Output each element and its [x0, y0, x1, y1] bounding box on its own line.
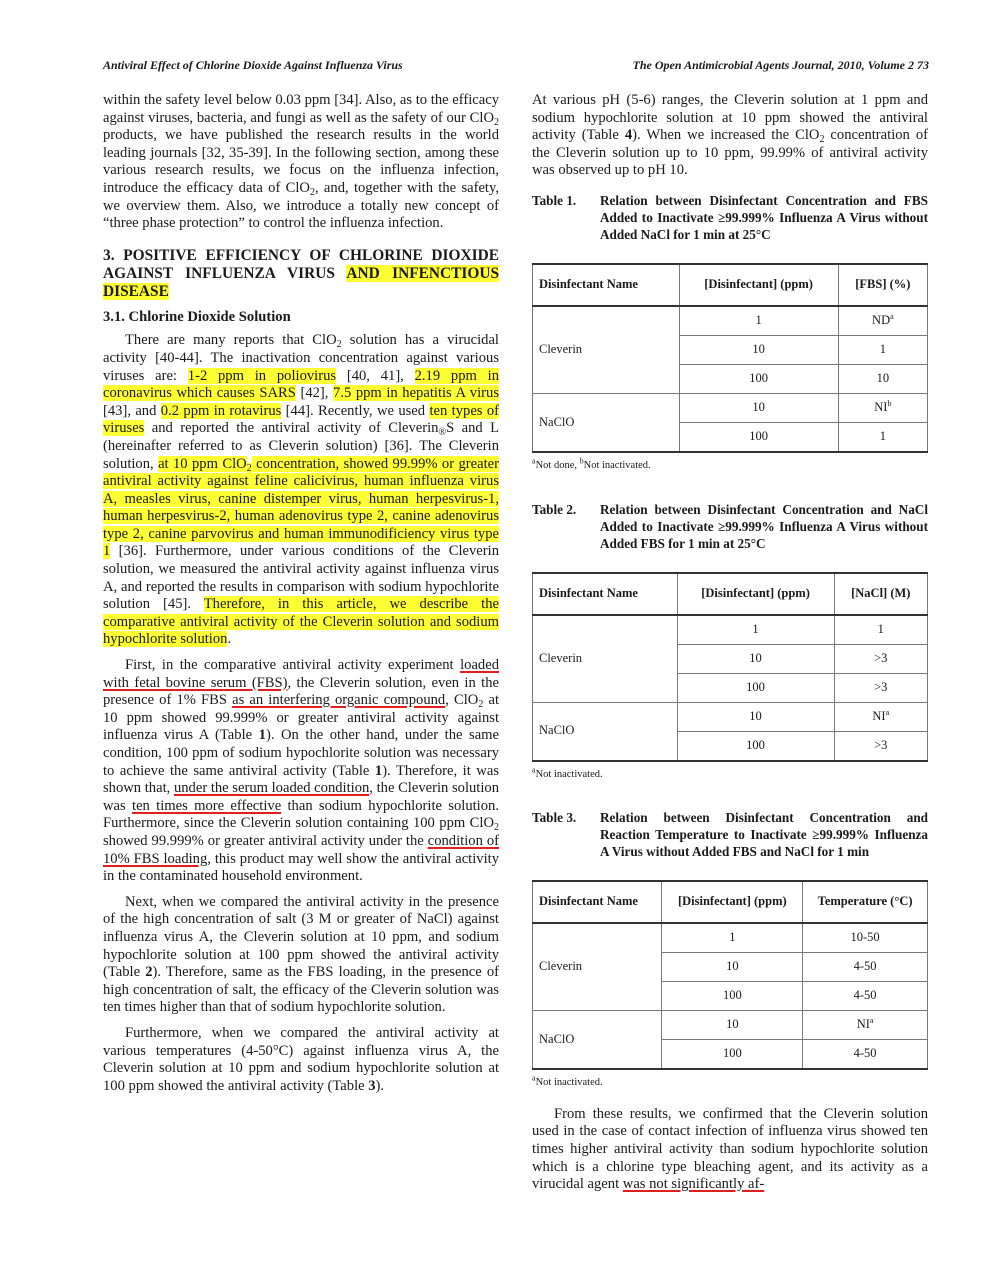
table-header: Disinfectant Name	[533, 573, 678, 615]
table-row: 100 4-50	[533, 982, 928, 1011]
paragraph-virucidal: There are many reports that ClO$_2$ solution has a virucidal activity [40-44]. The inactivation concentration against various viruses are: 1-2 ppm in poliovirus [40, 41], 2.19 ppm in coronavirus which causes SARS [42], 7.5 ppm in hepatitis A virus [43], and 0.2 ppm in rotavirus [44]. Recently, we used ten types of viruses and reported the antiviral activity of Cleverin$_®$S and L (hereinafter referred to as Cleverin solution) [36]. The Cleverin solution, at 10 ppm ClO$_2$ concentration, showed 99.99% or greater antiviral activity against feline calicivirus, human influenza virus A, measles virus, canine distemper virus, human herpesvirus-1, human herpesvirus-2, human adenovirus type 2, canine adenovirus type 2, canine parvovirus and human immunodificiency virus type 1 [36]. Furthermore, under various conditions of the Cleverin solution, we measured the antiviral activity against influenza virus A, and reported the results in comparison with sodium hypochlorite solution [45]. Therefore, in this article, we describe the comparative antiviral activity of the Cleverin solution and sodium hypochlorite solution.	[103, 332, 500, 648]
table-row: Cleverin 1 1	[533, 615, 928, 645]
table-row: 100 10	[533, 364, 928, 393]
table-header: [Disinfectant] (ppm)	[679, 264, 838, 306]
subsection-title: 3.1. Chlorine Dioxide Solution	[103, 308, 291, 325]
table-row: 100 >3	[533, 673, 928, 702]
table-3	[532, 880, 928, 1070]
table-1	[532, 263, 928, 453]
running-header	[103, 58, 929, 76]
table-row: NaClO 10 $NI^a$	[533, 1011, 928, 1040]
table-header: [Disinfectant] (ppm)	[662, 881, 803, 923]
paragraph-intro: within the safety level below 0.03 ppm [34]. Also, as to the efficacy against viruses, bacteria, and fungi as well as the safety of our ClO$_2$ products, we have published the research results in the world leading journals [32, 35-39]. In the following section, among these various research results, we focus on the influenza infection, introduce the efficacy data of ClO$_2$, and, together with the safety, we overview them. Also, we introduce a totally new concept of “three phase protection” to control the influenza infection.	[103, 92, 499, 232]
paragraph-temperature: Furthermore, when we compared the antiviral activity at various temperatures (4-50°C) against influenza virus A, the Cleverin solution at 10 ppm and sodium hypochlorite solution at 100 ppm showed the antiviral activity (Table 3).	[103, 1024, 499, 1094]
paragraph-ph: At various pH (5-6) ranges, the Cleverin solution at 1 ppm and sodium hypochlorite solution at 10 ppm showed the antiviral activity (Table 4). When we increased the ClO$_2$ concentration of the Cleverin solution up to 10 ppm, 99.99% of antiviral activity was observed up to pH 10.	[532, 92, 928, 179]
highlight: AND INFENCTIOUS DISEASE	[103, 264, 499, 300]
table-2	[532, 572, 928, 762]
table-header: Disinfectant Name	[533, 881, 662, 923]
paragraph-fbs: First, in the comparative antiviral activity experiment loaded with fetal bovine serum (FBS), the Cleverin solution, even in the presence of 1% FBS as an interfering organic compound, ClO$_2$ at 10 ppm showed 99.999% or greater antiviral activity against influenza virus A (Table 1). On the other hand, under the same condition, 100 ppm of sodium hypochlorite solution was necessary to achieve the same antiviral activity (Table 1). Therefore, it was shown that, under the serum loaded condition, the Cleverin solution was ten times more effective than sodium hypochlorite solution. Furthermore, since the Cleverin solution containing 100 ppm ClO$_2$ showed 99.999% or greater antiviral activity under the condition of 10% FBS loading, this product may well show the antiviral activity in the contaminated household environment.	[103, 657, 500, 885]
table-header: [Disinfectant] (ppm)	[677, 573, 834, 615]
paragraph-salt: Next, when we compared the antiviral activity in the presence of the high concentration of salt (3 M or greater of NaCl) against influenza virus A, the Cleverin solution at 10 ppm, and sodium hypochlorite solution at 100 ppm showed the antiviral activity (Table 2). Therefore, same as the FBS loading, in the presence of high concentration of salt, the efficacy of the Cleverin solution was ten times higher than that of sodium hypochlorite solution.	[103, 893, 499, 1016]
table-3-caption: Table 3. Relation between Disinfectant Concentration and Reaction Temperature to Inactivate ≥99.999% Influenza A Virus without Added FBS and NaCl for 1 min	[532, 810, 928, 860]
right-column	[532, 92, 928, 1194]
running-title: Antiviral Effect of Chlorine Dioxide Against Influenza Virus	[103, 58, 403, 72]
table-row: 10 4-50	[533, 953, 928, 982]
table-header: Temperature (°C)	[803, 881, 928, 923]
table-row: Cleverin 1 $ND^a$	[533, 306, 928, 336]
table-row: Cleverin 1 10-50	[533, 923, 928, 953]
paragraph-conclusion: From these results, we confirmed that the Cleverin solution used in the case of contact infection of influenza virus showed ten times higher antiviral activity than sodium hypochlorite solution which is a chlorine type bleaching agent, and its activity as a virucidal agent was not significantly af-	[532, 1105, 928, 1193]
journal-citation: The Open Antimicrobial Agents Journal, 2010, Volume 2 73	[632, 58, 929, 72]
table-row: NaClO 10 $NI^a$	[533, 702, 928, 731]
table-header: [NaCl] (M)	[834, 573, 927, 615]
table-2-caption: Table 2. Relation between Disinfectant Concentration and NaCl Added to Inactivate ≥99.999% Influenza A Virus without Added FBS for 1 min at 25°C	[532, 501, 928, 551]
table-row: NaClO 10 $NI^b$	[533, 393, 928, 422]
table-row: 10 >3	[533, 644, 928, 673]
table-1-caption: Table 1. Relation between Disinfectant Concentration and FBS Added to Inactivate ≥99.999% Influenza A Virus without Added NaCl for 1 min at 25°C	[532, 192, 928, 242]
section-title: 3. POSITIVE EFFICIENCY OF CHLORINE DIOXIDE AGAINST INFLUENZA VIRUS AND INFENCTIOUS DISEASE	[103, 246, 499, 300]
table-row: 10 1	[533, 335, 928, 364]
table-header: [FBS] (%)	[838, 264, 927, 306]
table-2-footnote: $^a$Not inactivated.	[532, 765, 603, 780]
table-header: Disinfectant Name	[533, 264, 680, 306]
table-1-footnote: $^a$Not done, $^b$Not inactivated.	[532, 456, 651, 471]
table-row: 100 4-50	[533, 1040, 928, 1070]
table-3-footnote: $^a$Not inactivated.	[532, 1073, 603, 1089]
left-column	[103, 92, 499, 1095]
table-row: 100 >3	[533, 731, 928, 761]
table-row: 100 1	[533, 422, 928, 452]
